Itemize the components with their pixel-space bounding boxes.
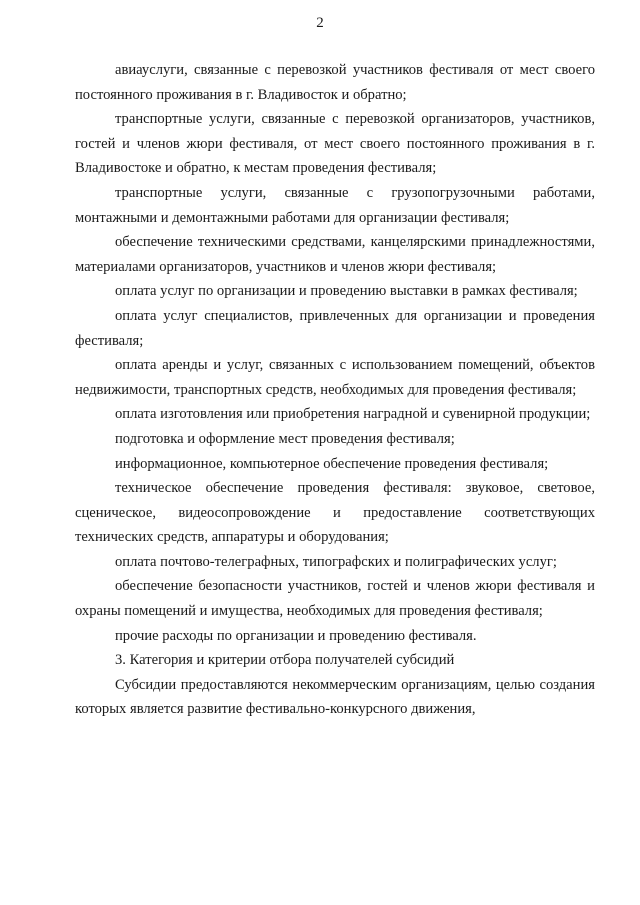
page-number: 2	[316, 15, 324, 31]
paragraph-cargo-services: транспортные услуги, связанные с грузопогрузочными работами, монтажными и демонтажными работами для организации фестиваля;	[75, 184, 595, 226]
paragraph-transport-services: транспортные услуги, связанные с перевозкой организаторов, участников, гостей и членов жюри фестиваля, от мест своего постоянного проживания в г. Владивостоке и обратно, к местам проведения фестиваля;	[75, 111, 595, 177]
paragraph-venue-preparation: подготовка и оформление мест проведения фестиваля;	[115, 430, 455, 447]
paragraph-rent: оплата аренды и услуг, связанных с использованием помещений, объектов недвижимости, транспортных средств, необходимых для проведения фестиваля;	[75, 357, 595, 398]
paragraph-specialists: оплата услуг специалистов, привлеченных для организации и проведения фестиваля;	[75, 307, 595, 349]
paragraph-exhibition: оплата услуг по организации и проведению выставки в рамках фестиваля;	[115, 283, 578, 300]
paragraph-technical-supplies: обеспечение техническими средствами, канцелярскими принадлежностями, материалами организаторов, участников и членов жюри фестиваля;	[75, 234, 595, 275]
paragraph-subsidies: Субсидии предоставляются некоммерческим организациям, целью создания которых является развитие фестивально-конкурсного движения,	[75, 676, 595, 718]
paragraph-other-expenses: прочие расходы по организации и проведению фестиваля.	[115, 627, 477, 644]
section-heading-criteria: 3. Категория и критерии отбора получателей субсидий	[115, 652, 455, 669]
paragraph-security: обеспечение безопасности участников, гостей и членов жюри фестиваля и охраны помещений и имущества, необходимых для проведения фестиваля;	[75, 578, 595, 620]
paragraph-awards: оплата изготовления или приобретения наградной и сувенирной продукции;	[115, 406, 591, 423]
paragraph-air-services: авиауслуги, связанные с перевозкой участников фестиваля от мест своего постоянного проживания в г. Владивосток и обратно;	[75, 62, 595, 103]
paragraph-it-support: информационное, компьютерное обеспечение проведения фестиваля;	[115, 455, 549, 472]
document-body	[75, 58, 595, 722]
paragraph-postal-printing: оплата почтово-телеграфных, типографских и полиграфических услуг;	[115, 553, 557, 570]
paragraph-technical-support: техническое обеспечение проведения фестиваля: звуковое, световое, сценическое, видеосопровождение и предоставление соответствующих технических средств, аппаратуры и оборудования;	[75, 480, 595, 546]
